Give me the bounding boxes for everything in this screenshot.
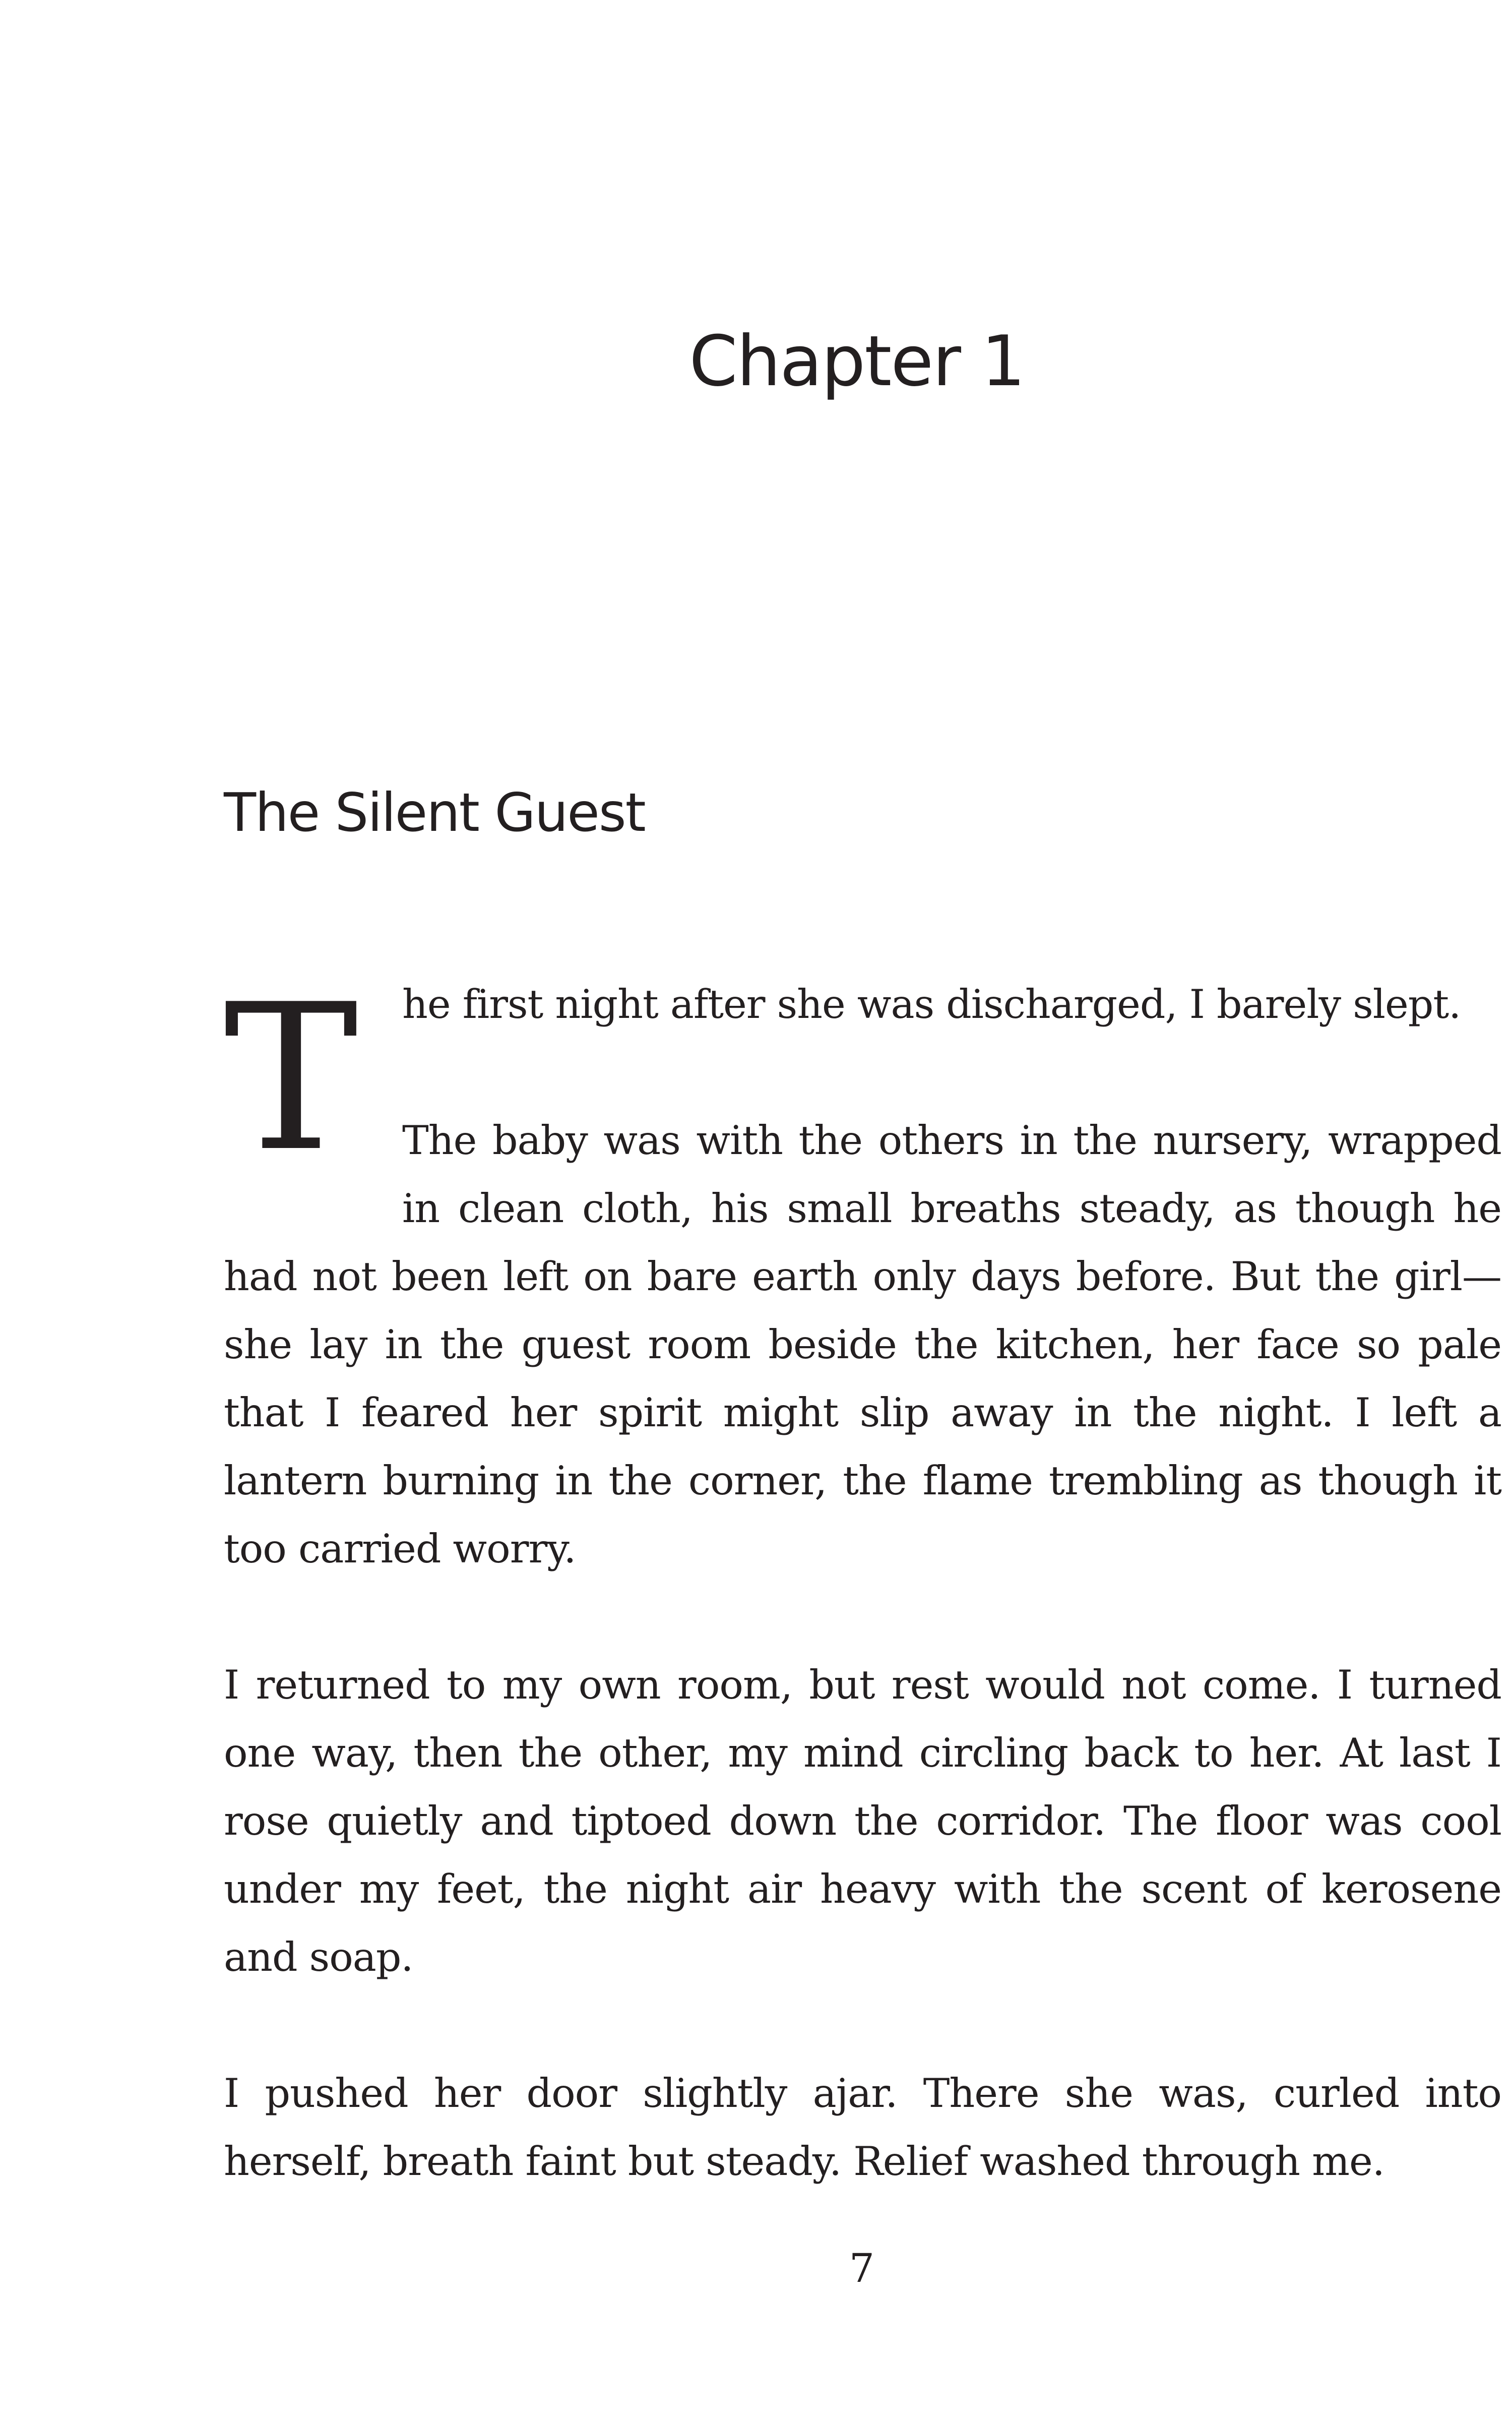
paragraph-4: I pushed her door slightly ajar. There she was, curled into herself, breath faint but steady. Relief washed through me. bbox=[224, 2070, 1501, 2185]
paragraph-2-container bbox=[224, 1107, 1501, 1583]
paragraph-3: I returned to my own room, but rest would not come. I turned one way, then the other, my mind circling back to her. At last I rose quietly and tiptoed down the corridor. The floor was cool under my feet, the night air heavy with the scent of kerosene and soap. bbox=[224, 1662, 1501, 1980]
paragraph-3-container bbox=[224, 1651, 1501, 1991]
drop-cap: T bbox=[224, 961, 358, 1196]
paragraph-1: he first night after she was discharged, I barely slept. bbox=[402, 981, 1461, 1027]
section-title: The Silent Guest bbox=[224, 782, 645, 843]
page-number: 7 bbox=[849, 2245, 875, 2291]
paragraph-2: The baby was with the others in the nursery, wrapped in clean cloth, his small breaths steady, as though he had not been left on bare earth only days before. But the girl—she lay in the guest room beside the kitchen, her face so pale that I feared her spirit might slip away in the night. I left a lantern burning in the corner, the flame trembling as though it too carried worry. bbox=[224, 1117, 1501, 1572]
drop-cap-indent bbox=[224, 1107, 402, 1243]
chapter-title: Chapter 1 bbox=[689, 321, 1025, 402]
paragraph-4-container bbox=[224, 2060, 1501, 2196]
